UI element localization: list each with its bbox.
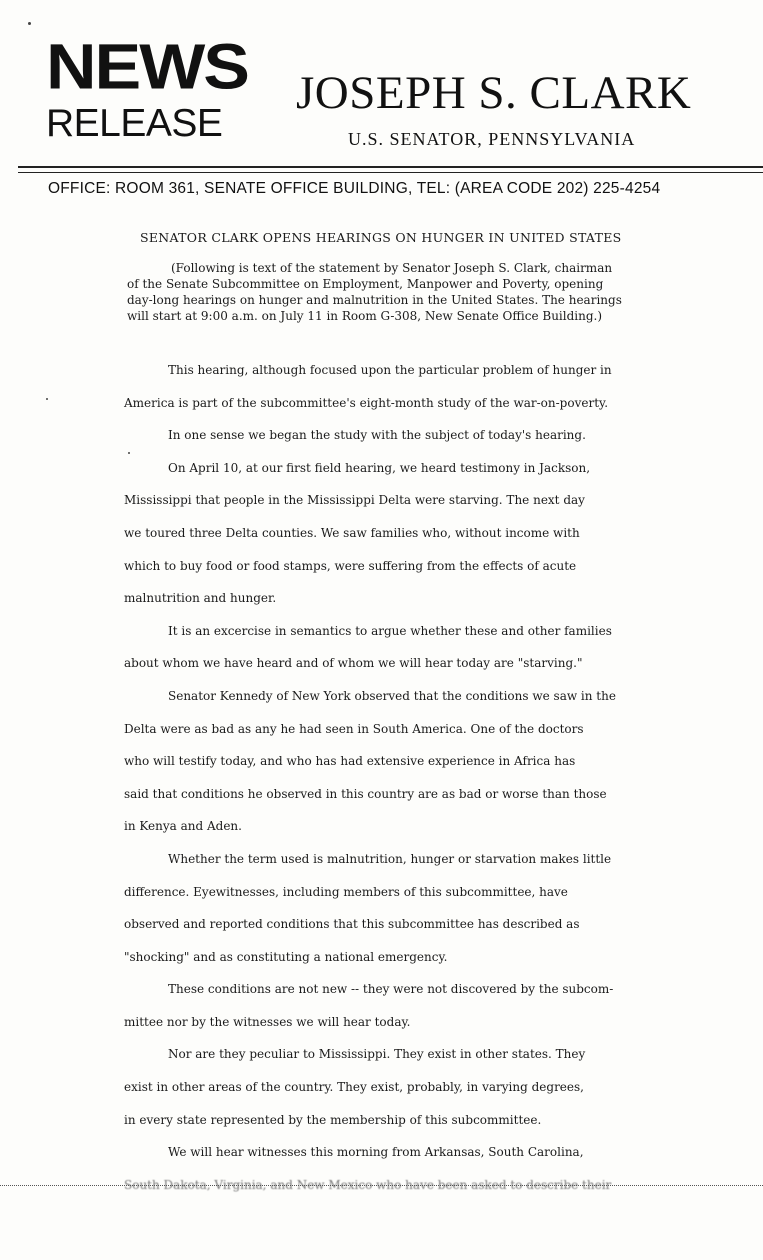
statement-body (124, 360, 704, 1207)
body-line: mittee nor by the witnesses we will hear today. (124, 1014, 411, 1029)
preamble-line: of the Senate Subcommittee on Employment, Manpower and Poverty, opening (127, 277, 604, 291)
release-headline: SENATOR CLARK OPENS HEARINGS ON HUNGER IN UNITED STATES (140, 230, 622, 245)
body-line: South Dakota, Virginia, and New Mexico who have been asked to describe their (124, 1177, 612, 1192)
body-line: Nor are they peculiar to Mississippi. They exist in other states. They (168, 1047, 586, 1062)
body-line: about whom we have heard and of whom we will hear today are "starving." (124, 656, 583, 671)
body-line: Mississippi that people in the Mississippi Delta were starving. The next day (124, 493, 585, 508)
body-line: "shocking" and as constituting a national emergency. (124, 949, 448, 964)
scan-speck (46, 398, 48, 400)
preamble-note (127, 260, 727, 324)
body-line: difference. Eyewitnesses, including members of this subcommittee, have (124, 884, 568, 899)
senator-title: U.S. SENATOR, PENNSYLVANIA (348, 129, 636, 149)
body-line: Whether the term used is malnutrition, hunger or starvation makes little (168, 851, 612, 866)
senator-name: JOSEPH S. CLARK (296, 67, 692, 119)
body-line: which to buy food or food stamps, were suffering from the effects of acute (124, 558, 577, 573)
preamble-line: day-long hearings on hunger and malnutrition in the United States. The hearings (127, 293, 622, 307)
body-line: This hearing, although focused upon the particular problem of hunger in (168, 363, 612, 377)
body-line: These conditions are not new -- they were not discovered by the subcom- (168, 982, 614, 997)
letterhead-rule (18, 166, 763, 168)
office-address-line: OFFICE: ROOM 361, SENATE OFFICE BUILDING, TEL: (AREA CODE 202) 225-4254 (48, 180, 661, 197)
body-line: On April 10, at our first field hearing, we heard testimony in Jackson, (168, 460, 591, 475)
body-line: observed and reported conditions that this subcommittee has described as (124, 917, 580, 932)
scan-edge-artifact (0, 1185, 763, 1186)
body-line: who will testify today, and who has had extensive experience in Africa has (124, 754, 576, 769)
scan-speck (28, 22, 31, 25)
body-line: in every state represented by the membership of this subcommittee. (124, 1112, 542, 1127)
body-line: in Kenya and Aden. (124, 819, 242, 834)
body-line: Delta were as bad as any he had seen in South America. One of the doctors (124, 721, 584, 736)
body-line: Senator Kennedy of New York observed that the conditions we saw in the (168, 688, 616, 703)
letterhead-rule-thin (18, 172, 763, 173)
preamble-line: (Following is text of the statement by Senator Joseph S. Clark, chairman (171, 261, 613, 275)
body-line: It is an excercise in semantics to argue whether these and other families (168, 623, 612, 638)
preamble-line: will start at 9:00 a.m. on July 11 in Room G-308, New Senate Office Building.) (127, 309, 603, 323)
body-line: said that conditions he observed in this country are as bad or worse than those (124, 786, 607, 801)
body-line: We will hear witnesses this morning from Arkansas, South Carolina, (168, 1145, 584, 1160)
body-line: malnutrition and hunger. (124, 591, 277, 606)
release-logo-word: RELEASE (46, 102, 223, 145)
body-line: we toured three Delta counties. We saw families who, without income with (124, 525, 580, 540)
news-logo-word: NEWS (46, 30, 248, 103)
body-line: exist in other areas of the country. They exist, probably, in varying degrees, (124, 1080, 584, 1095)
body-line: In one sense we began the study with the subject of today's hearing. (168, 428, 586, 443)
scan-speck (128, 452, 130, 454)
body-line: America is part of the subcommittee's eight-month study of the war-on-poverty. (124, 395, 609, 410)
